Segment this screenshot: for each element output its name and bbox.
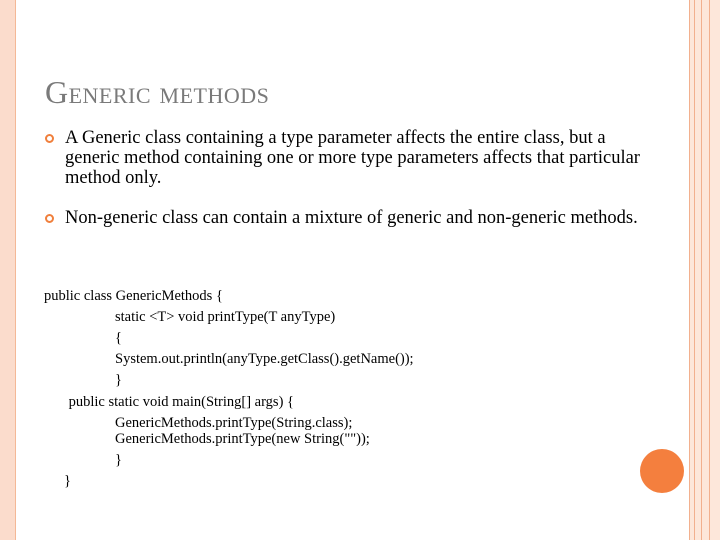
circle-bullet-icon [45,214,54,223]
bullet-text: A Generic class containing a type parameter affects the entire class, but a generic method containing one or more type parameters affects that particular method only. [65,128,640,188]
code-line: public class GenericMethods { [44,288,223,304]
circle-bullet-icon [45,134,54,143]
code-line: } [64,473,71,489]
bullet-list [44,128,644,248]
code-line: static <T> void printType(T anyType) [115,309,336,325]
slide-title: Generic methods [45,74,270,110]
code-line: } [115,372,122,388]
code-line: } [115,452,122,468]
left-decorative-border [0,0,16,540]
code-line: GenericMethods.printType(String.class); [115,415,353,431]
right-decorative-border [689,0,720,540]
code-block [44,287,414,496]
bullet-text: Non-generic class can contain a mixture of generic and non-generic methods. [65,208,638,228]
decorative-orange-circle [640,449,684,493]
bullet-item [44,128,644,188]
code-line: System.out.println(anyType.getClass().getName()); [115,351,414,367]
bullet-item [44,208,644,228]
code-line: GenericMethods.printType(new String("")); [115,431,370,447]
code-line: public static void main(String[] args) { [65,394,294,410]
code-line: { [115,330,122,346]
